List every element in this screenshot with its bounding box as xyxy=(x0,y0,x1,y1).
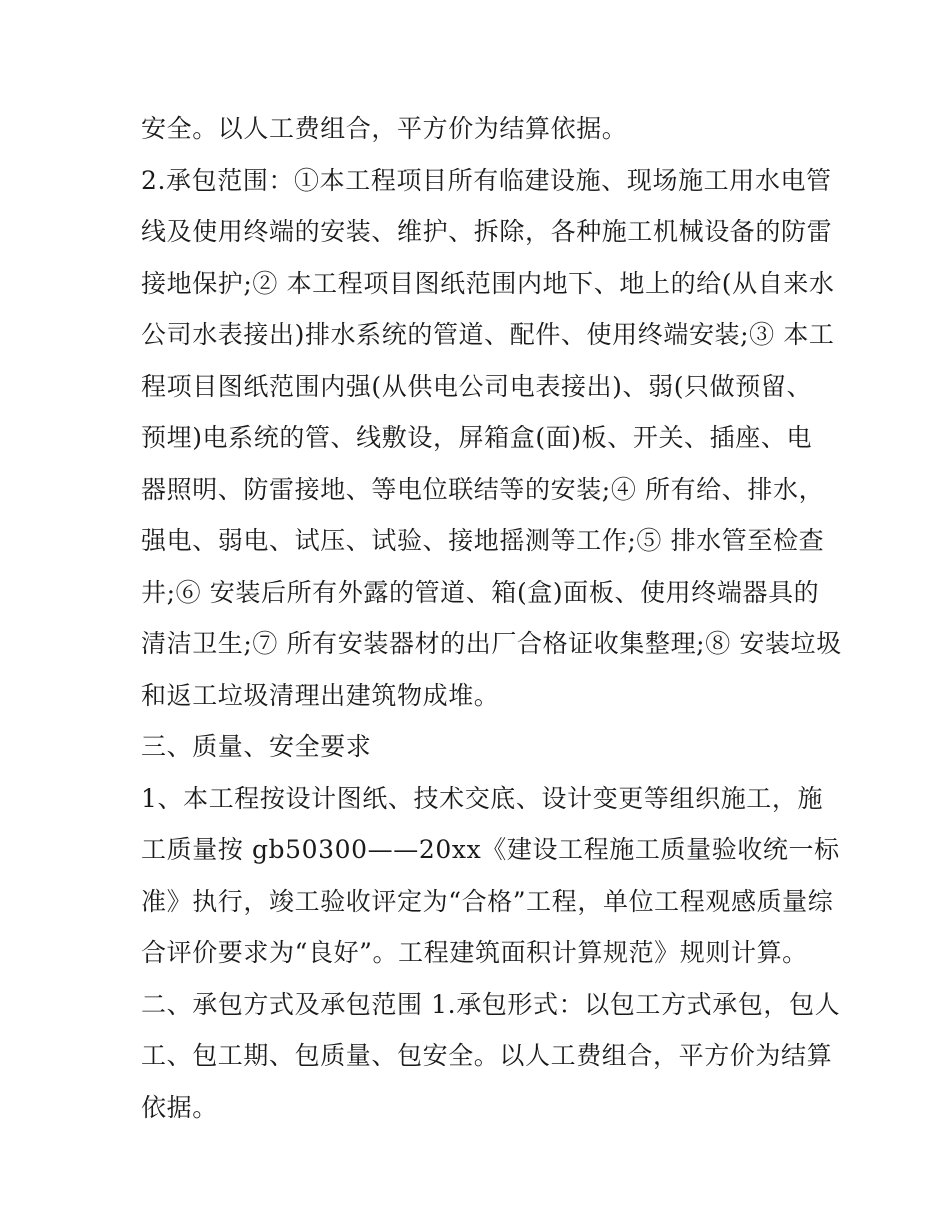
section-heading: 三、质量、安全要求 xyxy=(141,732,372,761)
text-line: 强电、弱电、试压、试验、接地摇测等工作;⑤ 排水管至检查 xyxy=(141,526,825,555)
text-line: 程项目图纸范围内强(从供电公司电表接出)、弱(只做预留、 xyxy=(141,371,813,401)
text-line: 依据。 xyxy=(141,1092,218,1122)
text-line: 合评价要求为“良好”。工程建筑面积计算规范》规则计算。 xyxy=(141,938,808,967)
text-line: 工质量按 gb50300——20xx《建设工程施工质量验收统一标 xyxy=(141,835,840,864)
text-line: 安全。以人工费组合，平方价为结算依据。 xyxy=(141,114,628,143)
text-line: 工、包工期、包质量、包安全。以人工费组合，平方价为结算 xyxy=(141,1041,833,1070)
text-line: 准》执行，竣工验收评定为“合格”工程，单位工程观感质量综 xyxy=(141,886,834,916)
text-line: 器照明、防雷接地、等电位联结等的安装;④ 所有给、排水， xyxy=(141,474,825,504)
text-line: 公司水表接出)排水系统的管道、配件、使用终端安装;③ 本工 xyxy=(141,320,835,349)
text-line: 井;⑥ 安装后所有外露的管道、箱(盒)面板、使用终端器具的 xyxy=(141,577,820,607)
text-line: 1、本工程按设计图纸、技术交底、设计变更等组织施工，施 xyxy=(141,783,824,813)
text-line: 2.承包范围：①本工程项目所有临建设施、现场施工用水电管 xyxy=(141,165,832,195)
document-body xyxy=(141,103,842,1133)
text-line: 清洁卫生;⑦ 所有安装器材的出厂合格证收集整理;⑧ 安装垃圾 xyxy=(141,629,842,658)
text-line: 二、承包方式及承包范围 1.承包形式：以包工方式承包，包人 xyxy=(141,989,841,1019)
text-line: 和返工垃圾清理出建筑物成堆。 xyxy=(141,680,500,710)
text-line: 接地保护;② 本工程项目图纸范围内地下、地上的给(从自来水 xyxy=(141,268,835,298)
text-line: 线及使用终端的安装、维护、拆除，各种施工机械设备的防雷 xyxy=(141,217,833,246)
text-line: 预埋)电系统的管、线敷设，屏箱盒(面)板、开关、插座、电 xyxy=(141,423,813,452)
